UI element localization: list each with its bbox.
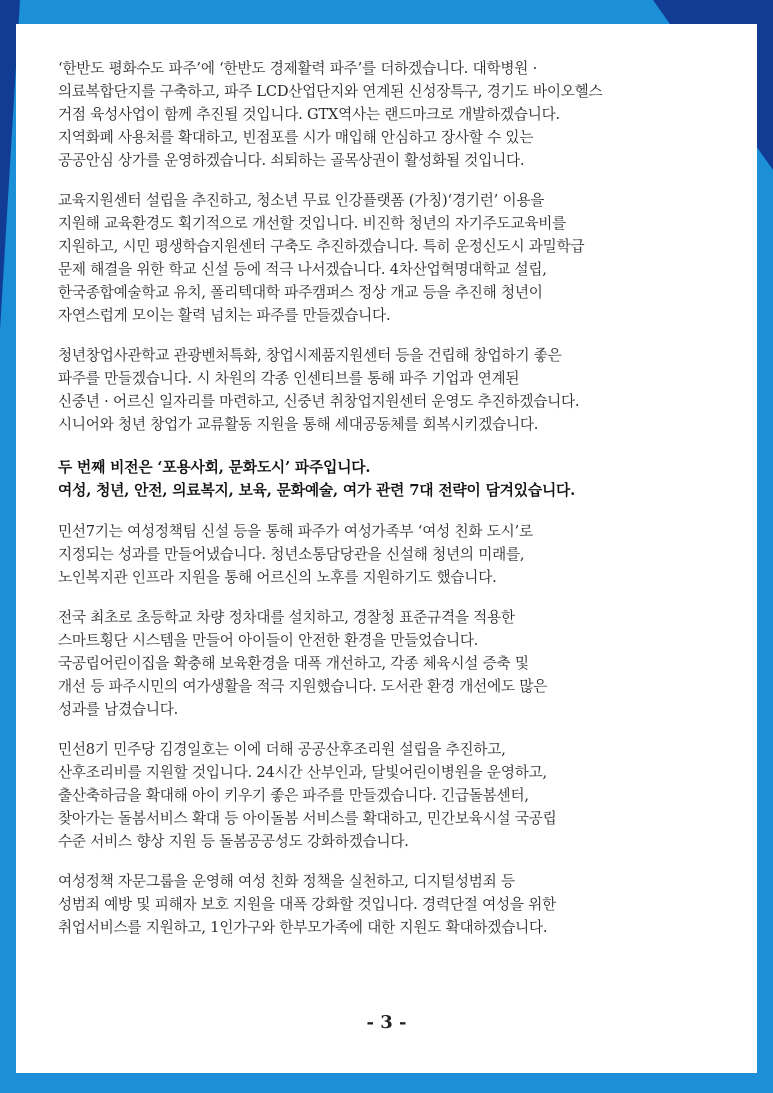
- text-line: 취업서비스를 지원하고, 1인가구와 한부모가족에 대한 지원도 확대하겠습니다.: [58, 919, 548, 936]
- text-line: 성과를 남겼습니다.: [58, 701, 179, 718]
- text-line: 교육지원센터 설립을 추진하고, 청소년 무료 인강플랫폼 (가칭)‘경기런’ 이용을: [58, 192, 545, 209]
- paragraph: [58, 520, 719, 589]
- text-line: 여성, 청년, 안전, 의료복지, 보육, 문화예술, 여가 관련 7대 전략이 담겨있습니다.: [58, 482, 576, 499]
- text-line: 지정되는 성과를 만들어냈습니다. 청년소통담당관을 신설해 청년의 미래를,: [58, 546, 525, 563]
- text-line: 신중년 · 어르신 일자리를 마련하고, 신중년 취창업지원센터 운영도 추진하겠습니다.: [58, 393, 580, 410]
- text-line: 민선8기 민주당 김경일호는 이에 더해 공공산후조리원 설립을 추진하고,: [58, 741, 506, 758]
- text-line: 노인복지관 인프라 지원을 통해 어르신의 노후를 지원하기도 했습니다.: [58, 569, 497, 586]
- text-line: 여성정책 자문그룹을 운영해 여성 친화 정책을 실천하고, 디지털성범죄 등: [58, 873, 515, 890]
- text-line: 시니어와 청년 창업가 교류활동 지원을 통해 세대공동체를 회복시키겠습니다.: [58, 416, 539, 433]
- text-line: 국공립어린이집을 확충해 보육환경을 대폭 개선하고, 각종 체육시설 증축 및: [58, 655, 529, 672]
- text-line: 청년창업사관학교 관광벤처특화, 창업시제품지원센터 등을 건립해 창업하기 좋은: [58, 347, 562, 364]
- text-line: 한국종합예술학교 유치, 폴리텍대학 파주캠퍼스 정상 개교 등을 추진해 청년이: [58, 284, 543, 301]
- text-line: 자연스럽게 모이는 활력 넘치는 파주를 만들겠습니다.: [58, 307, 391, 324]
- text-line: 전국 최초로 초등학교 차량 정차대를 설치하고, 경찰청 표준규격을 적용한: [58, 609, 515, 626]
- document-body: [58, 57, 719, 939]
- document-page: [16, 24, 757, 1073]
- text-line: 두 번째 비전은 ‘포용사회, 문화도시’ 파주입니다.: [58, 459, 371, 476]
- page-number: - 3 -: [366, 1012, 407, 1033]
- text-line: 거점 육성사업이 함께 추진될 것입니다. GTX역사는 랜드마크로 개발하겠습니다.: [58, 106, 560, 123]
- paragraph: [58, 344, 719, 436]
- paragraph: [58, 606, 719, 721]
- text-line: ‘한반도 평화수도 파주’에 ‘한반도 경제활력 파주’를 더하겠습니다. 대학병원 ·: [58, 60, 538, 77]
- text-line: 찾아가는 돌봄서비스 확대 등 아이돌봄 서비스를 확대하고, 민간보육시설 국공립: [58, 810, 557, 827]
- section-heading: [58, 456, 719, 502]
- text-line: 민선7기는 여성정책팀 신설 등을 통해 파주가 여성가족부 ‘여성 친화 도시’로: [58, 523, 533, 540]
- paragraph: [58, 870, 719, 939]
- text-line: 지원하고, 시민 평생학습지원센터 구축도 추진하겠습니다. 특히 운정신도시 과밀학급: [58, 238, 585, 255]
- paragraph: [58, 189, 719, 327]
- text-line: 파주를 만들겠습니다. 시 차원의 각종 인센티브를 통해 파주 기업과 연계된: [58, 370, 520, 387]
- text-line: 문제 해결을 위한 학교 신설 등에 적극 나서겠습니다. 4차산업혁명대학교 설립,: [58, 261, 547, 278]
- paragraph: [58, 738, 719, 853]
- text-line: 수준 서비스 향상 지원 등 돌봄공공성도 강화하겠습니다.: [58, 833, 409, 850]
- text-line: 지역화폐 사용처를 확대하고, 빈점포를 시가 매입해 안심하고 장사할 수 있는: [58, 129, 534, 146]
- text-line: 개선 등 파주시민의 여가생활을 적극 지원했습니다. 도서관 환경 개선에도 많은: [58, 678, 548, 695]
- text-line: 산후조리비를 지원할 것입니다. 24시간 산부인과, 달빛어린이병원을 운영하고,: [58, 764, 547, 781]
- text-line: 성범죄 예방 및 피해자 보호 지원을 대폭 강화할 것입니다. 경력단절 여성을 위한: [58, 896, 556, 913]
- text-line: 출산축하금을 확대해 아이 키우기 좋은 파주를 만들겠습니다. 긴급돌봄센터,: [58, 787, 529, 804]
- text-line: 공공안심 상가를 운영하겠습니다. 쇠퇴하는 골목상권이 활성화될 것입니다.: [58, 152, 525, 169]
- text-line: 의료복합단지를 구축하고, 파주 LCD산업단지와 연계된 신성장특구, 경기도 바이오헬스: [58, 83, 603, 100]
- text-line: 스마트횡단 시스템을 만들어 아이들이 안전한 환경을 만들었습니다.: [58, 632, 479, 649]
- paragraph: [58, 57, 719, 172]
- text-line: 지원해 교육환경도 획기적으로 개선할 것입니다. 비진학 청년의 자기주도교육비를: [58, 215, 567, 232]
